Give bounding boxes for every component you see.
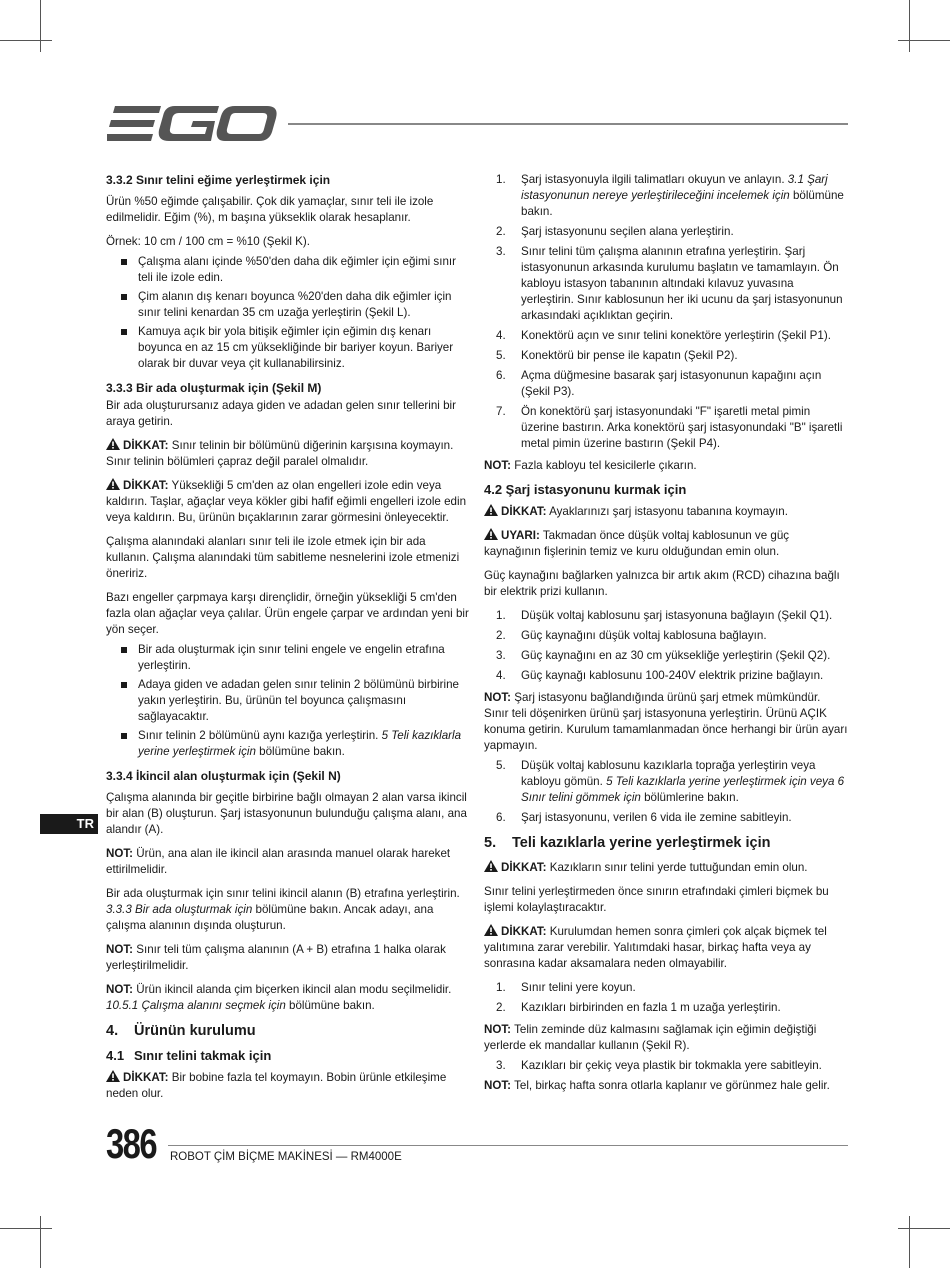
warning-icon: [106, 438, 120, 450]
crop-mark: [40, 0, 41, 52]
heading-4-1: [106, 1048, 470, 1064]
crop-mark: [909, 0, 910, 52]
step-number: 1.: [496, 173, 506, 186]
crop-mark: [898, 40, 950, 41]
note-text: Ürün, ana alan ile ikincil alan arasında manuel olarak hareket ettirilmelidir.: [106, 847, 451, 876]
heading-3-3-3: 3.3.3 Bir ada oluşturmak için (Şekil M): [106, 381, 322, 395]
left-column: [106, 172, 470, 1110]
warning-icon: [484, 924, 498, 936]
heading-4-2: 4.2 Şarj istasyonunu kurmak için: [484, 482, 687, 497]
text: bölümüne bakın.: [521, 189, 844, 218]
cross-reference: 5 Teli kazıklarla yerine yerleştirmek için veya 6 Sınır telini gömmek için: [521, 775, 845, 804]
list-item: Kamuya açık bir yola bitişik eğimler için eğimin dış kenarı boyunca en az 15 cm yüksekliğinde bir bariyer koyun. Bariyer olarak bir duvar veya çit kullanabilirsiniz.: [106, 324, 470, 372]
heading-5: [484, 834, 848, 852]
note-label: NOT:: [106, 983, 134, 996]
list-item: Adaya giden ve adadan gelen sınır telinin 2 bölümünü birbirine yakın yerleştirin. Bu, ürünün tel boyunca çalışmasını sağlayacaktır.: [106, 677, 470, 725]
text: Şarj istasyonuyla ilgili talimatları okuyun ve anlayın.: [521, 173, 788, 186]
list-item: Bir ada oluşturmak için sınır telini engele ve engelin etrafına yerleştirin.: [106, 642, 470, 674]
step-number: 4.: [496, 669, 506, 682]
caution-note: [106, 438, 470, 470]
warning-icon: [106, 478, 120, 490]
text: Kazıkları birbirinden en fazla 1 m uzağa yerleştirin.: [521, 1001, 781, 1014]
header-rule: [288, 123, 848, 125]
section-number: 4.1: [106, 1048, 125, 1063]
paragraph: Çalışma alanındaki alanları sınır teli ile izole etmek için bir ada kullanın. Çalışma alanındaki tüm sabitleme nesnelerini izole etmenizi öneririz.: [106, 535, 460, 580]
warning-icon: [484, 504, 498, 516]
list-item: [484, 1058, 848, 1074]
text: Sınır telini tüm çalışma alanının etrafına yerleştirin. Şarj istasyonunun arkasında kurulumu başlatın ve tamamlayın. Ön kabloyu istasyon tabanının altındaki kılavuz yuvasına yerleştirin. Sınır kablosunun her iki ucunu da şarj istasyonunun arkasındaki açıklıktan geçirin.: [521, 245, 843, 322]
caution-note: [484, 924, 848, 972]
caution-label: DİKKAT:: [123, 439, 169, 452]
text: Şarj istasyonunu seçilen alana yerleştirin.: [521, 225, 734, 238]
caution-label: DİKKAT:: [123, 1071, 169, 1084]
language-tab: TR: [40, 814, 98, 834]
text: bölümüne bakın. Ancak adayı, ana çalışma alanının dışında oluşturun.: [106, 903, 434, 932]
note-label: NOT:: [484, 691, 512, 704]
list-item: [484, 224, 848, 240]
caution-text: Yüksekliği 5 cm'den az olan engelleri izole edin veya kaldırın. Taşlar, ağaçlar veya kökler gibi hafif eğimli engelleri izole edin veya kaldırın. Bu, ürünün bıçaklarının zarar görmesini önleyecektir.: [106, 479, 467, 524]
note: [484, 1078, 848, 1094]
bullet-list: [106, 642, 470, 760]
text: Ön konektörü şarj istasyonundaki "F" işaretli metal pimin üzerine bastırın. Arka konektörü şarj istasyonundaki "B" işaretli metal pimin üzerine bastırın (Şekil P4).: [521, 405, 843, 450]
caution-note: [106, 478, 470, 526]
paragraph: Ürün %50 eğimde çalışabilir. Çok dik yamaçlar, sınır teli ile izole edilmelidir. Eğim (%), m başına yükseklik olarak hesaplanır.: [106, 195, 434, 224]
caution-text: Sınır telinin bir bölümünü diğerinin karşısına koymayın. Sınır telinin bölümleri çapraz değil paralel olmalıdır.: [106, 439, 454, 468]
caution-text: Kazıkların sınır telini yerde tuttuğundan emin olun.: [546, 861, 808, 874]
paragraph: Sınır telini yerleştirmeden önce sınırın etrafındaki çimleri biçmek bu işlemi kolaylaştıracaktır.: [484, 885, 829, 914]
step-number: 7.: [496, 405, 506, 418]
bullet-list: [106, 254, 470, 372]
cross-reference: 5 Teli kazıklarla yerine yerleştirmek için: [138, 729, 462, 758]
step-number: 3.: [496, 245, 506, 258]
warning-icon: [484, 860, 498, 872]
list-item: [484, 404, 848, 452]
step-number: 6.: [496, 369, 506, 382]
list-item: [484, 810, 848, 826]
step-number: 2.: [496, 225, 506, 238]
caution-note: [484, 860, 848, 876]
crop-mark: [40, 1216, 41, 1268]
caution-text: Ayaklarınızı şarj istasyonu tabanına koymayın.: [546, 505, 788, 518]
step-number: 1.: [496, 609, 506, 622]
note-text: Tel, birkaç hafta sonra otlarla kaplanır ve görünmez hale gelir.: [511, 1079, 830, 1092]
list-item: [484, 244, 848, 324]
section-number: 4.: [106, 1023, 119, 1039]
note-label: NOT:: [484, 1023, 512, 1036]
list-item: [484, 172, 848, 220]
crop-mark: [0, 1228, 52, 1229]
cross-reference: 10.5.1 Çalışma alanını seçmek için: [106, 999, 286, 1012]
list-item: [484, 980, 848, 996]
text: Konektörü açın ve sınır telini konektöre yerleştirin (Şekil P1).: [521, 329, 831, 342]
warning-label: UYARI:: [501, 529, 540, 542]
step-number: 3.: [496, 649, 506, 662]
list-item: [484, 348, 848, 364]
caution-note: [484, 504, 848, 520]
note-label: NOT:: [106, 847, 134, 860]
step-number: 5.: [496, 349, 506, 362]
step-number: 2.: [496, 629, 506, 642]
numbered-list: [484, 1058, 848, 1074]
list-item: [484, 648, 848, 664]
section-title: Teli kazıklarla yerine yerleştirmek için: [512, 835, 771, 851]
text: Güç kaynağını düşük voltaj kablosuna bağlayın.: [521, 629, 767, 642]
paragraph: Örnek: 10 cm / 100 cm = %10 (Şekil K).: [106, 235, 310, 248]
text: Kazıkları bir çekiç veya plastik bir tokmakla yere sabitleyin.: [521, 1059, 822, 1072]
text: Güç kaynağı kablosunu 100-240V elektrik prizine bağlayın.: [521, 669, 824, 682]
note-label: NOT:: [484, 1079, 512, 1092]
numbered-list: [484, 758, 848, 826]
text: Düşük voltaj kablosunu şarj istasyonuna bağlayın (Şekil Q1).: [521, 609, 833, 622]
paragraph: Çalışma alanında bir geçitle birbirine bağlı olmayan 2 alan varsa ikincil bir alan (B) oluşturun. Şarj istasyonunun bulunduğu çalışma alanı, ana alandır (A).: [106, 791, 467, 836]
caution-label: DİKKAT:: [123, 479, 169, 492]
text: Düşük voltaj kablosunu kazıklarla toprağa yerleştirin veya kabloyu gömün.: [521, 759, 816, 788]
note-text: Fazla kabloyu tel kesicilerle çıkarın.: [511, 459, 697, 472]
step-number: 4.: [496, 329, 506, 342]
caution-label: DİKKAT:: [501, 505, 547, 518]
caution-label: DİKKAT:: [501, 925, 547, 938]
list-item: [484, 758, 848, 806]
crop-mark: [0, 40, 52, 41]
list-item: [106, 728, 470, 760]
step-number: 5.: [496, 759, 506, 772]
paragraph: Güç kaynağını bağlarken yalnızca bir artık akım (RCD) cihazına bağlı bir elektrik prizi kullanın.: [484, 569, 840, 598]
heading-4: [106, 1022, 470, 1040]
note-label: NOT:: [484, 459, 512, 472]
section-title: Ürünün kurulumu: [134, 1023, 256, 1039]
text: Açma düğmesine basarak şarj istasyonunun kapağını açın (Şekil P3).: [521, 369, 822, 398]
warning-text: Takmadan önce düşük voltaj kablosunun ve güç kaynağının fişlerinin temiz ve kuru olduğundan emin olun.: [484, 529, 790, 558]
footer-title: ROBOT ÇİM BİÇME MAKİNESİ — RM4000E: [170, 1151, 402, 1163]
text: Bir ada oluşturmak için sınır telini ikincil alanın (B) etrafına yerleştirin.: [106, 887, 460, 900]
ego-logo: [107, 104, 277, 144]
text: Konektörü bir pense ile kapatın (Şekil P2).: [521, 349, 738, 362]
text: Sınır telinin 2 bölümünü aynı kazığa yerleştirin.: [138, 729, 382, 742]
section-title: Sınır telini takmak için: [134, 1048, 272, 1063]
note: [484, 458, 848, 474]
text: Sınır telini yere koyun.: [521, 981, 636, 994]
caution-text: Kurulumdan hemen sonra çimleri çok alçak biçmek tel yalıtımına zarar verebilir. Yalıtımdaki hasar, birkaç hafta veya ay sonrasına kadar aksamalara neden olmayabilir.: [484, 925, 827, 970]
heading-3-3-4: 3.3.4 İkincil alan oluşturmak için (Şekil N): [106, 769, 341, 783]
numbered-list: [484, 172, 848, 452]
caution-text: Bir bobine fazla tel koymayın. Bobin ürünle etkileşime neden olur.: [106, 1071, 447, 1100]
paragraph: [106, 886, 470, 934]
step-number: 1.: [496, 981, 506, 994]
list-item: [484, 608, 848, 624]
step-number: 2.: [496, 1001, 506, 1014]
note-text: Şarj istasyonu bağlandığında ürünü şarj etmek mümkündür. Sınır teli döşenirken ürünü şarj istasyonuna yerleştirin. Ürünü AÇIK konuma getirin. Kurulum tamamlanmadan önce herhangi bir ürün ayarı yapmayın.: [484, 691, 848, 752]
note-text: Ürün ikincil alanda çim biçerken ikincil alan modu seçilmelidir.: [133, 983, 452, 996]
list-item: [484, 628, 848, 644]
list-item: Çim alanın dış kenarı boyunca %20'den daha dik eğimler için sınır telini kenardan 35 cm uzağa yerleştirin (Şekil L).: [106, 289, 470, 321]
cross-reference: 3.1 Şarj istasyonunun nereye yerleştirileceğini incelemek için: [521, 173, 828, 202]
right-column: [484, 172, 848, 1102]
text: Şarj istasyonunu, verilen 6 vida ile zemine sabitleyin.: [521, 811, 792, 824]
paragraph: Bir ada oluşturursanız adaya giden ve adadan gelen sınır tellerini bir araya getirin.: [106, 399, 456, 428]
note-text: Telin zeminde düz kalmasını sağlamak için eğimin değiştiği yerlerde ek mandallar kullanın (Şekil R).: [484, 1023, 817, 1052]
note: [484, 690, 848, 754]
list-item: [484, 328, 848, 344]
crop-mark: [898, 1228, 950, 1229]
warning-icon: [484, 528, 498, 540]
page-number: 386: [106, 1120, 156, 1167]
text: bölümüne bakın.: [255, 745, 345, 758]
warning-note: [484, 528, 848, 560]
cross-reference: 3.3.3 Bir ada oluşturmak için: [106, 903, 253, 916]
list-item: Çalışma alanı içinde %50'den daha dik eğimler için eğimi sınır teli ile izole edin.: [106, 254, 470, 286]
text: bölümüne bakın.: [285, 999, 375, 1012]
numbered-list: [484, 980, 848, 1016]
text: bölümlerine bakın.: [640, 791, 739, 804]
note: [484, 1022, 848, 1054]
footer-rule: [168, 1145, 848, 1146]
numbered-list: [484, 608, 848, 684]
note: [106, 846, 470, 878]
heading-3-3-2: 3.3.2 Sınır telini eğime yerleştirmek için: [106, 173, 331, 187]
note: [106, 982, 470, 1014]
note-text: Sınır teli tüm çalışma alanının (A + B) etrafına 1 halka olarak yerleştirilmelidir.: [106, 943, 446, 972]
caution-label: DİKKAT:: [501, 861, 547, 874]
list-item: [484, 668, 848, 684]
paragraph: Bazı engeller çarpmaya karşı dirençlidir, örneğin yüksekliği 5 cm'den fazla olan ağaçlar veya çalılar. Ürün engele çarpar ve ardından yeni bir yön seçer.: [106, 591, 469, 636]
note: [106, 942, 470, 974]
step-number: 6.: [496, 811, 506, 824]
text: Güç kaynağını en az 30 cm yüksekliğe yerleştirin (Şekil Q2).: [521, 649, 831, 662]
warning-icon: [106, 1070, 120, 1082]
list-item: [484, 368, 848, 400]
section-number: 5.: [484, 835, 497, 851]
note-label: NOT:: [106, 943, 134, 956]
step-number: 3.: [496, 1059, 506, 1072]
crop-mark: [909, 1216, 910, 1268]
list-item: [484, 1000, 848, 1016]
caution-note: [106, 1070, 470, 1102]
